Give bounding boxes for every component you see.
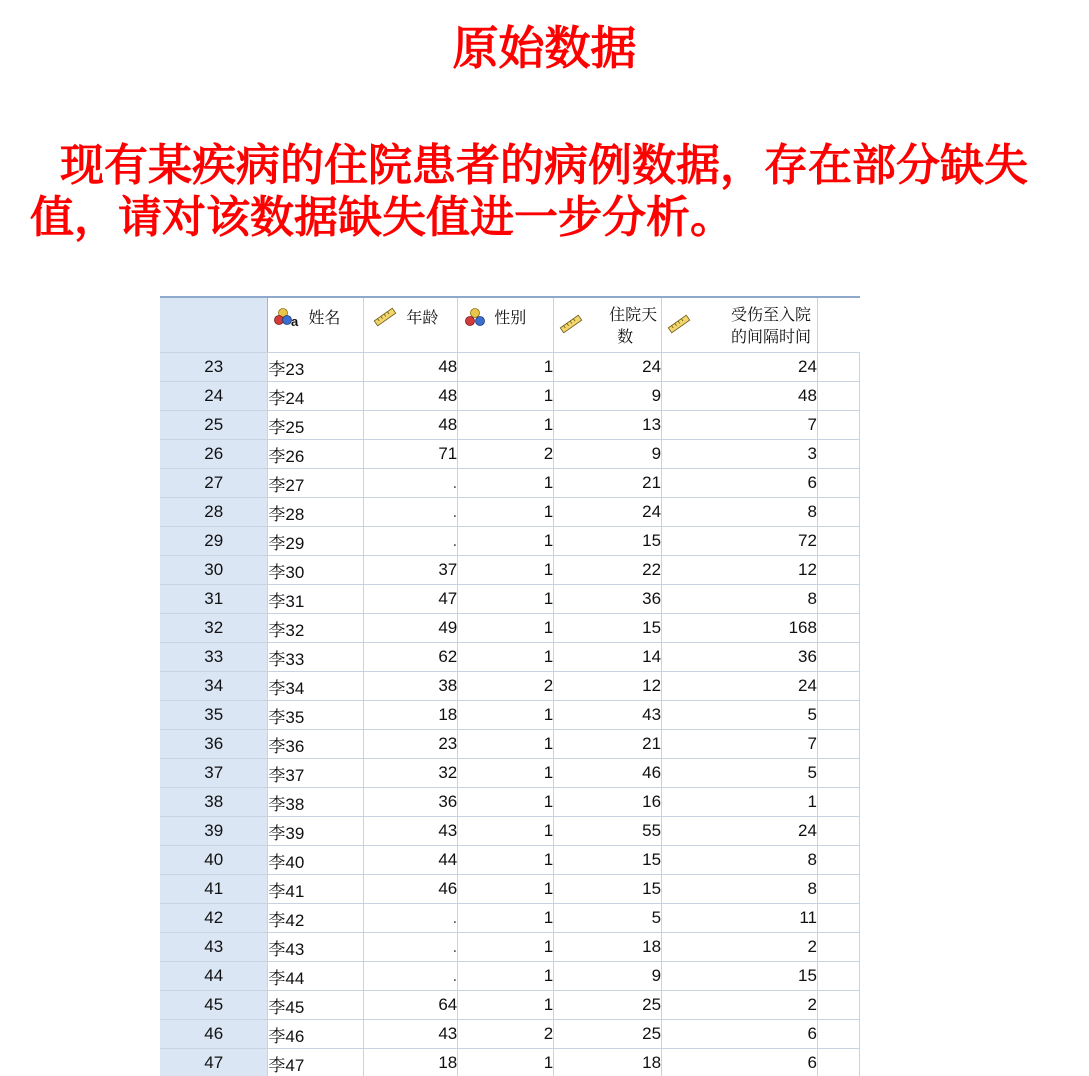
cell-name[interactable]: 李45: [268, 991, 364, 1020]
cell-name[interactable]: 李34: [268, 672, 364, 701]
cell-interval[interactable]: 8: [662, 498, 818, 527]
table-row[interactable]: [160, 875, 860, 904]
empty-cell[interactable]: [817, 701, 859, 730]
table-row[interactable]: [160, 585, 860, 614]
nominal-circles-icon: [464, 307, 486, 329]
cell-age[interactable]: 18: [364, 701, 458, 730]
column-header-name[interactable]: [268, 297, 364, 353]
row-number[interactable]: 32: [160, 614, 268, 643]
cell-sex[interactable]: 2: [458, 672, 554, 701]
cell-age[interactable]: .: [364, 498, 458, 527]
row-number[interactable]: 47: [160, 1049, 268, 1076]
row-number[interactable]: 23: [160, 353, 268, 382]
data-table: [160, 296, 860, 1076]
cell-age[interactable]: 62: [364, 643, 458, 672]
empty-cell[interactable]: [817, 411, 859, 440]
empty-cell[interactable]: [817, 875, 859, 904]
cell-interval[interactable]: 36: [662, 643, 818, 672]
cell-interval[interactable]: 168: [662, 614, 818, 643]
cell-days[interactable]: 15: [554, 875, 662, 904]
cell-name[interactable]: 李28: [268, 498, 364, 527]
empty-cell[interactable]: [817, 933, 859, 962]
table-row[interactable]: [160, 469, 860, 498]
cell-name[interactable]: 李39: [268, 817, 364, 846]
empty-cell[interactable]: [817, 672, 859, 701]
table-row[interactable]: [160, 498, 860, 527]
cell-age[interactable]: 36: [364, 788, 458, 817]
cell-interval[interactable]: 2: [662, 991, 818, 1020]
cell-name[interactable]: 李32: [268, 614, 364, 643]
cell-days[interactable]: 43: [554, 701, 662, 730]
cell-name[interactable]: 李36: [268, 730, 364, 759]
table-row[interactable]: [160, 817, 860, 846]
empty-cell[interactable]: [817, 382, 859, 411]
table-row[interactable]: [160, 672, 860, 701]
empty-cell[interactable]: [817, 759, 859, 788]
cell-days[interactable]: 9: [554, 440, 662, 469]
cell-interval[interactable]: 6: [662, 1049, 818, 1076]
cell-days[interactable]: 18: [554, 1049, 662, 1076]
cell-days[interactable]: 25: [554, 1020, 662, 1049]
empty-cell[interactable]: [817, 353, 859, 382]
cell-interval[interactable]: 8: [662, 875, 818, 904]
cell-interval[interactable]: 24: [662, 817, 818, 846]
scale-ruler-icon: [558, 314, 584, 334]
row-number[interactable]: 37: [160, 759, 268, 788]
cell-interval[interactable]: 7: [662, 411, 818, 440]
cell-name[interactable]: 李41: [268, 875, 364, 904]
table-row[interactable]: [160, 353, 860, 382]
column-label-age: 年龄: [406, 310, 439, 327]
cell-sex[interactable]: 1: [458, 788, 554, 817]
cell-sex[interactable]: 1: [458, 585, 554, 614]
cell-age[interactable]: 71: [364, 440, 458, 469]
svg-text:a: a: [291, 314, 299, 329]
cell-sex[interactable]: 1: [458, 730, 554, 759]
cell-days[interactable]: 9: [554, 382, 662, 411]
cell-age[interactable]: 18: [364, 1049, 458, 1076]
table-row[interactable]: [160, 846, 860, 875]
cell-age[interactable]: 38: [364, 672, 458, 701]
cell-days[interactable]: 14: [554, 643, 662, 672]
cell-name[interactable]: 李40: [268, 846, 364, 875]
cell-sex[interactable]: 1: [458, 469, 554, 498]
empty-cell[interactable]: [817, 440, 859, 469]
task-description: 现有某疾病的住院患者的病例数据，存在部分缺失值，请对该数据缺失值进一步分析。: [30, 140, 1028, 243]
cell-days[interactable]: 21: [554, 469, 662, 498]
column-label-days-line2: 数: [617, 329, 634, 346]
row-number[interactable]: 30: [160, 556, 268, 585]
cell-sex[interactable]: 1: [458, 1049, 554, 1076]
cell-days[interactable]: 25: [554, 991, 662, 1020]
empty-column-header[interactable]: [817, 297, 859, 353]
cell-sex[interactable]: 1: [458, 904, 554, 933]
row-number[interactable]: 46: [160, 1020, 268, 1049]
empty-cell[interactable]: [817, 527, 859, 556]
column-header-age[interactable]: [364, 297, 458, 353]
cell-days[interactable]: 24: [554, 353, 662, 382]
cell-days[interactable]: 46: [554, 759, 662, 788]
cell-age[interactable]: .: [364, 527, 458, 556]
table-row[interactable]: [160, 701, 860, 730]
cell-interval[interactable]: 12: [662, 556, 818, 585]
row-number[interactable]: 39: [160, 817, 268, 846]
cell-age[interactable]: 44: [364, 846, 458, 875]
cell-sex[interactable]: 1: [458, 991, 554, 1020]
empty-cell[interactable]: [817, 614, 859, 643]
cell-interval[interactable]: 5: [662, 759, 818, 788]
cell-days[interactable]: 36: [554, 585, 662, 614]
cell-days[interactable]: 5: [554, 904, 662, 933]
scale-ruler-icon: [372, 307, 398, 327]
cell-sex[interactable]: 1: [458, 411, 554, 440]
cell-sex[interactable]: 1: [458, 817, 554, 846]
empty-cell[interactable]: [817, 1020, 859, 1049]
table-row[interactable]: [160, 991, 860, 1020]
cell-age[interactable]: 37: [364, 556, 458, 585]
cell-name[interactable]: 李44: [268, 962, 364, 991]
cell-sex[interactable]: 1: [458, 759, 554, 788]
cell-name[interactable]: 李29: [268, 527, 364, 556]
cell-age[interactable]: 47: [364, 585, 458, 614]
cell-name[interactable]: 李31: [268, 585, 364, 614]
empty-cell[interactable]: [817, 962, 859, 991]
column-label-sex: 性别: [494, 310, 527, 327]
cell-name[interactable]: 李42: [268, 904, 364, 933]
row-number[interactable]: 28: [160, 498, 268, 527]
cell-age[interactable]: 32: [364, 759, 458, 788]
cell-age[interactable]: .: [364, 904, 458, 933]
cell-sex[interactable]: 1: [458, 933, 554, 962]
empty-cell[interactable]: [817, 817, 859, 846]
empty-cell[interactable]: [817, 991, 859, 1020]
row-number[interactable]: 33: [160, 643, 268, 672]
corner-cell[interactable]: [160, 297, 268, 353]
empty-cell[interactable]: [817, 643, 859, 672]
column-header-days[interactable]: [554, 297, 662, 353]
cell-name[interactable]: 李43: [268, 933, 364, 962]
cell-interval[interactable]: 8: [662, 585, 818, 614]
cell-sex[interactable]: 1: [458, 962, 554, 991]
cell-days[interactable]: 18: [554, 933, 662, 962]
cell-name[interactable]: 李30: [268, 556, 364, 585]
row-number[interactable]: 42: [160, 904, 268, 933]
cell-interval[interactable]: 7: [662, 730, 818, 759]
row-number[interactable]: 38: [160, 788, 268, 817]
scale-ruler-icon: [666, 314, 692, 334]
row-number[interactable]: 40: [160, 846, 268, 875]
cell-days[interactable]: 16: [554, 788, 662, 817]
cell-sex[interactable]: 1: [458, 701, 554, 730]
row-number[interactable]: 29: [160, 527, 268, 556]
page-title: 原始数据: [452, 21, 637, 75]
cell-interval[interactable]: 5: [662, 701, 818, 730]
table-row[interactable]: [160, 411, 860, 440]
empty-cell[interactable]: [817, 788, 859, 817]
cell-name[interactable]: 李47: [268, 1049, 364, 1076]
row-number[interactable]: 27: [160, 469, 268, 498]
table-row[interactable]: [160, 440, 860, 469]
cell-age[interactable]: 49: [364, 614, 458, 643]
empty-cell[interactable]: [817, 1049, 859, 1076]
column-label-interval-line2: 的间隔时间: [730, 329, 811, 346]
cell-interval[interactable]: 24: [662, 353, 818, 382]
cell-sex[interactable]: 1: [458, 556, 554, 585]
cell-sex[interactable]: 1: [458, 382, 554, 411]
cell-sex[interactable]: 1: [458, 527, 554, 556]
row-number[interactable]: 35: [160, 701, 268, 730]
cell-name[interactable]: 李33: [268, 643, 364, 672]
cell-days[interactable]: 12: [554, 672, 662, 701]
row-number[interactable]: 24: [160, 382, 268, 411]
column-label-name: 姓名: [308, 310, 341, 327]
cell-age[interactable]: 43: [364, 817, 458, 846]
table-row[interactable]: [160, 788, 860, 817]
column-label-days-line1: 住院天: [609, 307, 658, 324]
empty-cell[interactable]: [817, 498, 859, 527]
cell-name[interactable]: 李38: [268, 788, 364, 817]
nominal-string-icon: [274, 307, 300, 329]
cell-interval[interactable]: 11: [662, 904, 818, 933]
cell-age[interactable]: 48: [364, 353, 458, 382]
cell-sex[interactable]: 1: [458, 614, 554, 643]
cell-name[interactable]: 李24: [268, 382, 364, 411]
cell-days[interactable]: 9: [554, 962, 662, 991]
table-row[interactable]: [160, 730, 860, 759]
column-header-interval[interactable]: [662, 297, 818, 353]
cell-interval[interactable]: 6: [662, 469, 818, 498]
empty-cell[interactable]: [817, 585, 859, 614]
data-rows: [160, 353, 860, 1076]
table-row[interactable]: [160, 556, 860, 585]
cell-age[interactable]: 23: [364, 730, 458, 759]
cell-name[interactable]: 李27: [268, 469, 364, 498]
cell-days[interactable]: 15: [554, 614, 662, 643]
table-row[interactable]: [160, 1049, 860, 1076]
cell-interval[interactable]: 72: [662, 527, 818, 556]
cell-interval[interactable]: 3: [662, 440, 818, 469]
column-header-row: [160, 297, 860, 353]
row-number[interactable]: 44: [160, 962, 268, 991]
cell-days[interactable]: 22: [554, 556, 662, 585]
cell-sex[interactable]: 1: [458, 846, 554, 875]
cell-interval[interactable]: 48: [662, 382, 818, 411]
cell-age[interactable]: 64: [364, 991, 458, 1020]
column-label-interval-line1: 受伤至入院: [730, 307, 811, 324]
cell-sex[interactable]: 1: [458, 875, 554, 904]
table-row[interactable]: [160, 759, 860, 788]
cell-days[interactable]: 15: [554, 846, 662, 875]
cell-interval[interactable]: 8: [662, 846, 818, 875]
cell-days[interactable]: 55: [554, 817, 662, 846]
cell-days[interactable]: 21: [554, 730, 662, 759]
cell-interval[interactable]: 1: [662, 788, 818, 817]
cell-name[interactable]: 李26: [268, 440, 364, 469]
row-number[interactable]: 31: [160, 585, 268, 614]
cell-days[interactable]: 24: [554, 498, 662, 527]
table-row[interactable]: [160, 614, 860, 643]
table-row[interactable]: [160, 933, 860, 962]
cell-sex[interactable]: 2: [458, 440, 554, 469]
cell-name[interactable]: 李25: [268, 411, 364, 440]
table-row[interactable]: [160, 382, 860, 411]
empty-cell[interactable]: [817, 730, 859, 759]
cell-days[interactable]: 13: [554, 411, 662, 440]
cell-age[interactable]: .: [364, 933, 458, 962]
row-number[interactable]: 34: [160, 672, 268, 701]
cell-sex[interactable]: 1: [458, 353, 554, 382]
table-row[interactable]: [160, 962, 860, 991]
cell-age[interactable]: .: [364, 469, 458, 498]
column-header-sex[interactable]: [458, 297, 554, 353]
cell-interval[interactable]: 2: [662, 933, 818, 962]
row-number[interactable]: 43: [160, 933, 268, 962]
cell-age[interactable]: .: [364, 962, 458, 991]
cell-age[interactable]: 43: [364, 1020, 458, 1049]
table-row[interactable]: [160, 1020, 860, 1049]
row-number[interactable]: 45: [160, 991, 268, 1020]
cell-sex[interactable]: 1: [458, 498, 554, 527]
empty-cell[interactable]: [817, 904, 859, 933]
cell-name[interactable]: 李46: [268, 1020, 364, 1049]
row-number[interactable]: 26: [160, 440, 268, 469]
cell-interval[interactable]: 15: [662, 962, 818, 991]
empty-cell[interactable]: [817, 556, 859, 585]
empty-cell[interactable]: [817, 469, 859, 498]
row-number[interactable]: 41: [160, 875, 268, 904]
table-row[interactable]: [160, 527, 860, 556]
cell-interval[interactable]: 24: [662, 672, 818, 701]
data-view-grid[interactable]: [160, 296, 860, 1076]
row-number[interactable]: 25: [160, 411, 268, 440]
empty-cell[interactable]: [817, 846, 859, 875]
table-row[interactable]: [160, 904, 860, 933]
cell-sex[interactable]: 2: [458, 1020, 554, 1049]
row-number[interactable]: 36: [160, 730, 268, 759]
cell-age[interactable]: 48: [364, 411, 458, 440]
table-row[interactable]: [160, 643, 860, 672]
cell-name[interactable]: 李35: [268, 701, 364, 730]
cell-name[interactable]: 李23: [268, 353, 364, 382]
cell-name[interactable]: 李37: [268, 759, 364, 788]
cell-sex[interactable]: 1: [458, 643, 554, 672]
cell-age[interactable]: 46: [364, 875, 458, 904]
cell-age[interactable]: 48: [364, 382, 458, 411]
cell-days[interactable]: 15: [554, 527, 662, 556]
cell-interval[interactable]: 6: [662, 1020, 818, 1049]
